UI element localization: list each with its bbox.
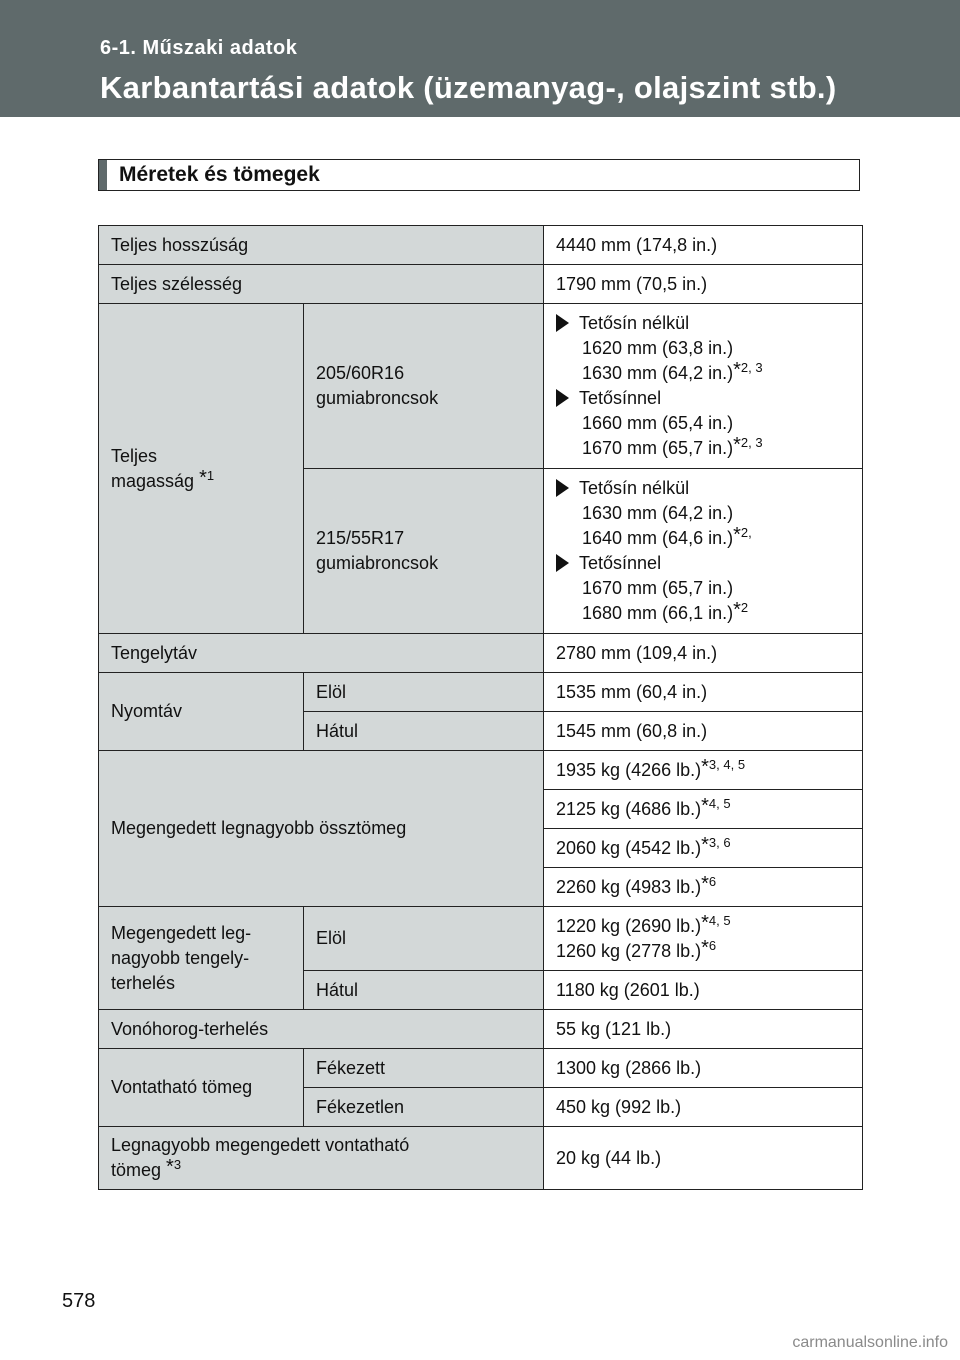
row-value: 1935 kg (4266 lb.)$^{*3, 4, 5}$: [544, 751, 863, 790]
height-label: Teljes magasság $^{*1}$: [99, 304, 304, 634]
row-value: 1790 mm (70,5 in.): [544, 265, 863, 304]
table-row: [99, 226, 863, 265]
watermark: carmanualsonline.info: [792, 1334, 948, 1351]
footnote-marker: *3: [166, 1156, 182, 1178]
row-value: 1545 mm (60,8 in.): [544, 712, 863, 751]
row-label: Teljes szélesség: [99, 265, 544, 304]
row-label: Legnagyobb megengedett vontatható tömeg $^{*3}$: [99, 1127, 544, 1190]
row-value: 1300 kg (2866 lb.): [544, 1049, 863, 1088]
specs-table: [98, 225, 863, 1190]
row-label: Nyomtáv: [99, 673, 304, 751]
table-row: [99, 1049, 863, 1088]
table-row: [99, 673, 863, 712]
bullet-triangle-icon: [556, 479, 569, 497]
row-value: 55 kg (121 lb.): [544, 1010, 863, 1049]
bullet-triangle-icon: [556, 314, 569, 332]
page-header: [0, 0, 960, 117]
row-label: Tengelytáv: [99, 634, 544, 673]
sub-label: Fékezetlen: [304, 1088, 544, 1127]
table-row: [99, 907, 863, 971]
row-label: Megengedett legnagyobb össztömeg: [99, 751, 544, 907]
row-value: 2260 kg (4983 lb.)$^{*6}$: [544, 868, 863, 907]
bullet-triangle-icon: [556, 389, 569, 407]
row-value: 4440 mm (174,8 in.): [544, 226, 863, 265]
row-value: 450 kg (992 lb.): [544, 1088, 863, 1127]
tire-size-label: 215/55R17 gumiabroncsok: [304, 469, 544, 634]
sub-label: Hátul: [304, 971, 544, 1010]
row-value: 1535 mm (60,4 in.): [544, 673, 863, 712]
table-row: [99, 1127, 863, 1190]
row-label: Vontatható tömeg: [99, 1049, 304, 1127]
table-row: [99, 265, 863, 304]
heading-accent-bar: [99, 160, 107, 190]
row-value: 20 kg (44 lb.): [544, 1127, 863, 1190]
footnote-marker: *1: [199, 466, 215, 489]
row-label: Teljes hosszúság: [99, 226, 544, 265]
row-value: 1220 kg (2690 lb.)$^{*4, 5}$ 1260 kg (2778 lb.)$^{*6}$: [544, 907, 863, 971]
subsection-heading: [98, 159, 860, 191]
row-value: 2125 kg (4686 lb.)$^{*4, 5}$: [544, 790, 863, 829]
table-row: [99, 1010, 863, 1049]
row-label: Megengedett leg- nagyobb tengely- terhelés: [99, 907, 304, 1010]
sub-label: Elöl: [304, 673, 544, 712]
row-value: 1180 kg (2601 lb.): [544, 971, 863, 1010]
row-value: 2780 mm (109,4 in.): [544, 634, 863, 673]
table-row: [99, 634, 863, 673]
row-value: 2060 kg (4542 lb.)$^{*3, 6}$: [544, 829, 863, 868]
height-values: Tetősín nélkül 1630 mm (64,2 in.) 1640 mm (64,6 in.)$^{*2,}$ Tetősínnel 1670 mm (65,7 in.) 1680 mm (66,1 in.)$^{*2}$: [544, 469, 863, 634]
row-label: Vonóhorog-terhelés: [99, 1010, 544, 1049]
subsection-title: Méretek és tömegek: [119, 163, 320, 186]
page-title: Karbantartási adatok (üzemanyag-, olajszint stb.): [100, 70, 837, 105]
table-row: [99, 304, 863, 469]
sub-label: Elöl: [304, 907, 544, 971]
tire-size-label: 205/60R16 gumiabroncsok: [304, 304, 544, 469]
bullet-triangle-icon: [556, 554, 569, 572]
page-number: 578: [62, 1290, 96, 1312]
section-label: 6-1. Műszaki adatok: [100, 37, 298, 59]
sub-label: Hátul: [304, 712, 544, 751]
height-values: Tetősín nélkül 1620 mm (63,8 in.) 1630 mm (64,2 in.)$^{*2, 3}$ Tetősínnel 1660 mm (65,4 in.) 1670 mm (65,7 in.)$^{*2, 3}$: [544, 304, 863, 469]
table-row: [99, 751, 863, 790]
sub-label: Fékezett: [304, 1049, 544, 1088]
